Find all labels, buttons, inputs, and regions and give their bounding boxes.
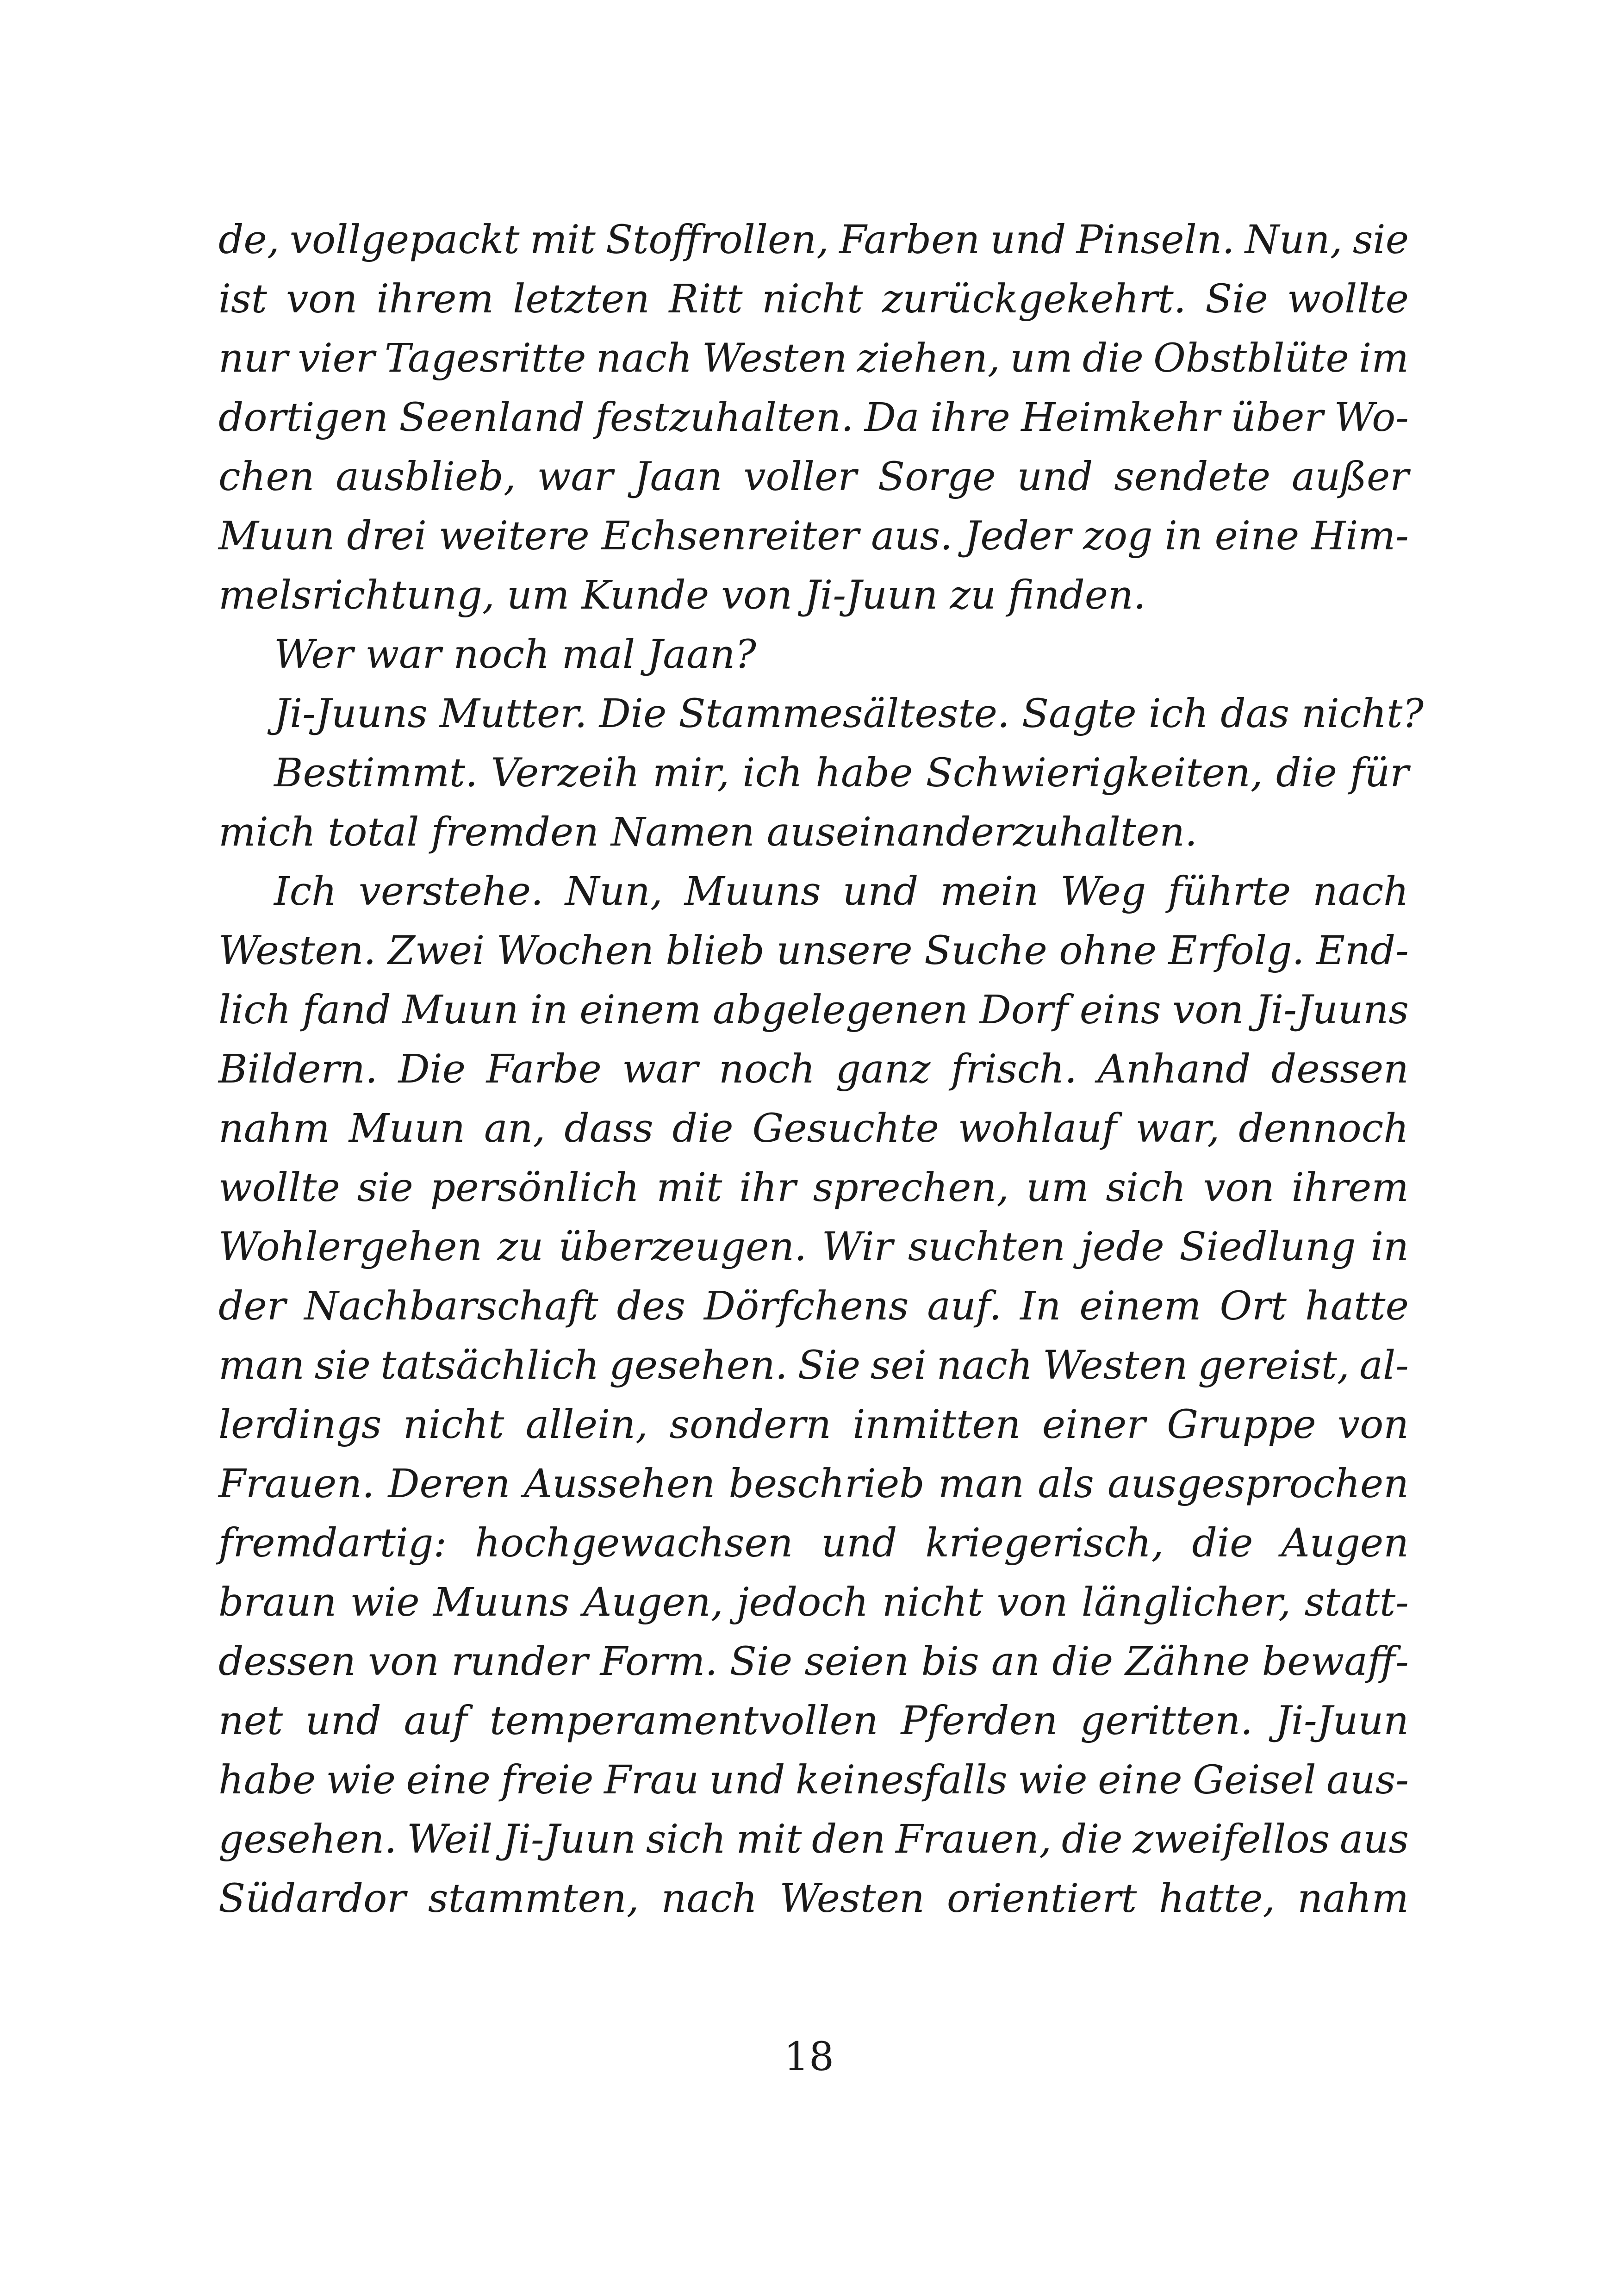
text-line: mich total fremden Namen auseinanderzuhalten. [218, 809, 1198, 855]
text-line: net und auf temperamentvollen Pferden geritten. Ji-Juun [218, 1698, 1409, 1744]
text-line: der Nachbarschaft des Dörfchens auf. In einem Ort hatte [218, 1283, 1409, 1329]
text-line: dessen von runder Form. Sie seien bis an die Zähne bewaff- [218, 1639, 1409, 1685]
text-line: habe wie eine freie Frau und keinesfalls wie eine Geisel aus- [218, 1757, 1409, 1803]
text-line: Wer war noch mal Jaan? [274, 632, 756, 678]
body-text [218, 211, 1424, 1929]
text-line: dortigen Seenland festzuhalten. Da ihre Heimkehr über Wo- [218, 395, 1409, 441]
text-line: Wohlergehen zu überzeugen. Wir suchten jede Siedlung in [218, 1224, 1409, 1270]
text-line: ist von ihrem letzten Ritt nicht zurückgekehrt. Sie wollte [218, 276, 1409, 322]
text-line: Ji-Juuns Mutter. Die Stammesälteste. Sagte ich das nicht? [274, 691, 1424, 737]
text-line: Muun drei weitere Echsenreiter aus. Jeder zog in eine Him- [218, 513, 1409, 559]
text-line: de, vollgepackt mit Stoffrollen, Farben und Pinseln. Nun, sie [218, 217, 1409, 263]
page-number: 18 [784, 2034, 834, 2080]
text-line: Frauen. Deren Aussehen beschrieb man als ausgesprochen [218, 1461, 1409, 1507]
text-line: fremdartig: hochgewachsen und kriegerisch, die Augen [218, 1520, 1409, 1566]
text-line: Bestimmt. Verzeih mir, ich habe Schwierigkeiten, die für [274, 750, 1409, 796]
text-line: wollte sie persönlich mit ihr sprechen, um sich von ihrem [218, 1165, 1409, 1211]
text-line: lich fand Muun in einem abgelegenen Dorf eins von Ji-Juuns [218, 987, 1409, 1033]
text-line: nahm Muun an, dass die Gesuchte wohlauf war, dennoch [218, 1106, 1409, 1151]
text-line: Ich verstehe. Nun, Muuns und mein Weg führte nach [274, 869, 1409, 915]
text-line: melsrichtung, um Kunde von Ji-Juun zu finden. [218, 572, 1146, 618]
text-line: man sie tatsächlich gesehen. Sie sei nach Westen gereist, al- [218, 1343, 1409, 1388]
text-line: chen ausblieb, war Jaan voller Sorge und sendete außer [218, 454, 1409, 500]
text-line: Südardor stammten, nach Westen orientiert hatte, nahm [218, 1876, 1409, 1922]
text-line: Westen. Zwei Wochen blieb unsere Suche ohne Erfolg. End- [218, 928, 1409, 974]
text-line: gesehen. Weil Ji-Juun sich mit den Frauen, die zweifellos aus [218, 1817, 1409, 1862]
text-line: nur vier Tagesritte nach Westen ziehen, um die Obstblüte im [218, 336, 1409, 381]
text-line: braun wie Muuns Augen, jedoch nicht von länglicher, statt- [218, 1580, 1409, 1625]
text-line: Bildern. Die Farbe war noch ganz frisch. Anhand dessen [218, 1046, 1409, 1092]
text-line: lerdings nicht allein, sondern inmitten einer Gruppe von [218, 1402, 1409, 1448]
